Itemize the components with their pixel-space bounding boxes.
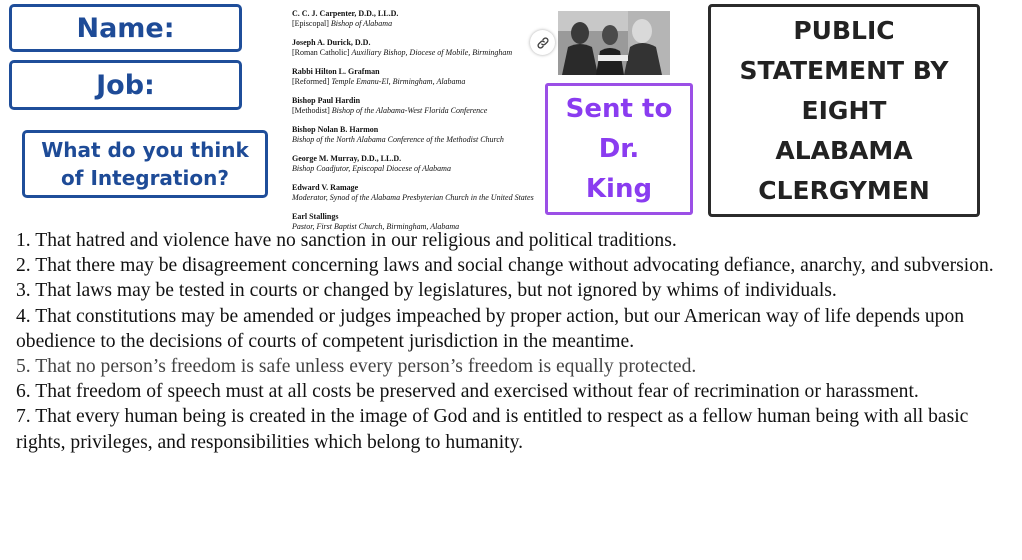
title-line-3: EIGHT: [801, 95, 887, 125]
clergy-entry: [292, 125, 542, 145]
sent-to-dr-king-box: [545, 83, 693, 215]
job-label: Job:: [96, 69, 155, 101]
clergy-name: Bishop Nolan B. Harmon: [292, 125, 379, 134]
clergy-role: Bishop Coadjutor, Episcopal Diocese of Alabama: [292, 164, 451, 173]
statement-7: 7. That every human being is created in the image of God and is entitled to respect as a fellow human being with all basic rights, privileges, and responsibilities which belong to humanity.: [16, 406, 969, 453]
clergy-entry: [292, 38, 542, 58]
copy-link-button[interactable]: [530, 30, 555, 55]
question-line-2: of Integration?: [61, 166, 229, 190]
name-label: Name:: [76, 12, 175, 44]
link-icon: [536, 36, 550, 50]
statement-2: 2. That there may be disagreement concerning laws and social change without advocating defiance, anarchy, and subversion.: [16, 255, 994, 277]
clergy-role: [Methodist] Bishop of the Alabama-West Florida Conference: [292, 106, 488, 115]
sent-to-line-2: Dr.: [598, 134, 640, 164]
clergy-name: C. C. J. Carpenter, D.D., LL.D.: [292, 9, 399, 18]
sent-to-line-3: King: [585, 174, 653, 204]
clergy-entry: [292, 96, 542, 116]
clergy-entry: [292, 67, 542, 87]
clergy-name: Joseph A. Durick, D.D.: [292, 38, 371, 47]
clergy-name: Edward V. Ramage: [292, 183, 359, 192]
statement-1: 1. That hatred and violence have no sanction in our religious and political traditions.: [16, 230, 677, 251]
title-line-4: ALABAMA: [775, 135, 913, 165]
clergy-role: [Reformed] Temple Emanu-El, Birmingham, Alabama: [292, 77, 466, 86]
clergy-signatories-list: [292, 9, 542, 241]
clergy-role: Bishop of the North Alabama Conference of the Methodist Church: [292, 135, 504, 144]
historical-photo: [558, 11, 670, 75]
integration-question-box: [22, 130, 268, 198]
clergy-name: Bishop Paul Hardin: [292, 96, 361, 105]
clergy-entry: [292, 183, 542, 203]
statement-6: 6. That freedom of speech must at all costs be preserved and exercised without fear of recrimination or harassment.: [16, 381, 919, 403]
clergy-role: Moderator, Synod of the Alabama Presbyterian Church in the United States: [292, 193, 534, 202]
sent-to-line-1: Sent to: [565, 94, 673, 124]
clergy-name: George M. Murray, D.D., LL.D.: [292, 154, 402, 163]
statement-4: 4. That constitutions may be amended or judges impeached by proper action, but our American way of life depends upon obedience to the decisions of courts of competent jurisdiction in the meantime.: [16, 305, 965, 352]
statement-3: 3. That laws may be tested in courts or changed by legislatures, but not ignored by whims of individuals.: [16, 280, 837, 302]
statement-list: [16, 228, 1016, 455]
clergy-name: Rabbi Hilton L. Grafman: [292, 67, 380, 76]
clergy-name: Earl Stallings: [292, 212, 339, 221]
clergy-entry: [292, 154, 542, 174]
title-line-1: PUBLIC: [793, 15, 895, 45]
job-label-box: [9, 60, 242, 110]
clergy-role: Pastor, First Baptist Church, Birmingham, Alabama: [292, 222, 460, 231]
statement-5: 5. That no person’s freedom is safe unless every person’s freedom is equally protected.: [16, 356, 697, 378]
title-line-5: CLERGYMEN: [758, 175, 930, 205]
name-label-box: [9, 4, 242, 52]
clergy-entry: [292, 9, 542, 29]
title-line-2: STATEMENT BY: [739, 55, 949, 85]
title-box: [708, 4, 980, 217]
clergy-role: [Roman Catholic] Auxiliary Bishop, Diocese of Mobile, Birmingham: [292, 48, 513, 57]
clergy-role: [Episcopal] Bishop of Alabama: [292, 19, 393, 28]
question-line-1: What do you think: [41, 138, 249, 162]
